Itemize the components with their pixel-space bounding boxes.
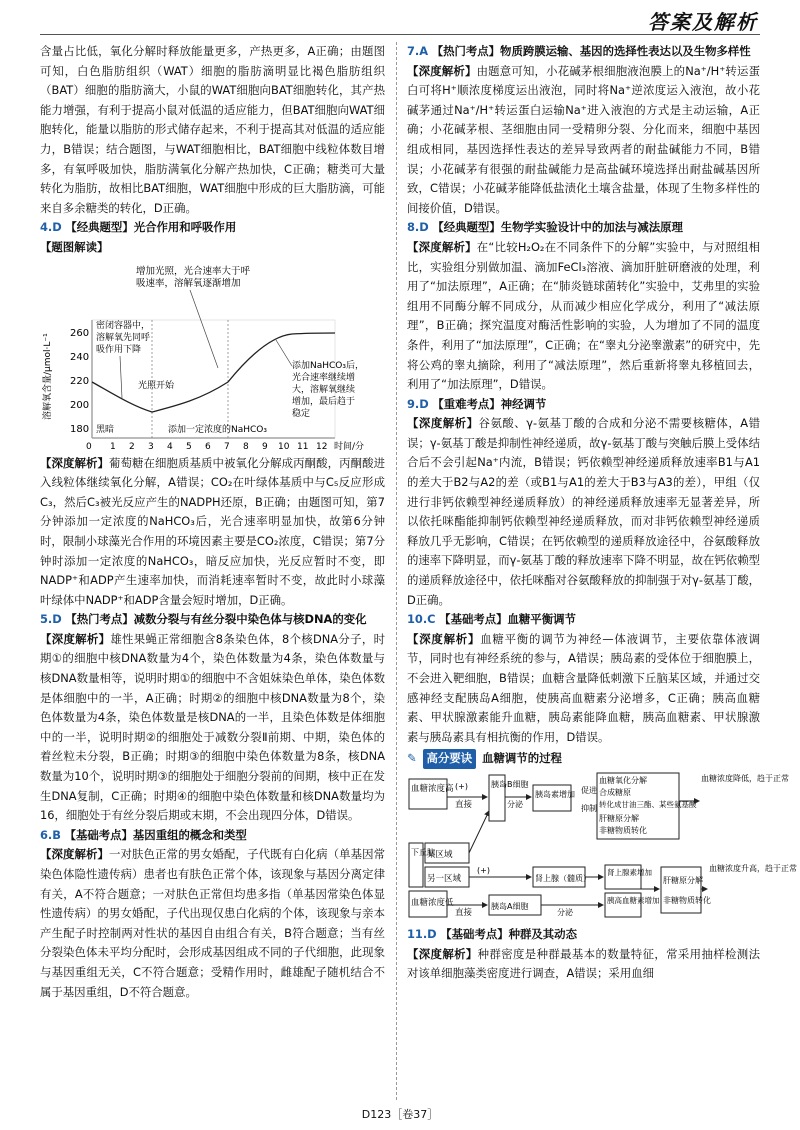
node-insulin-text: 胰岛素增加 [535,789,575,799]
node-a-cell-text: 胰岛A细胞 [491,901,529,911]
x-tick-1: 1 [110,441,116,452]
tip-title: 高分要诀 [423,749,477,769]
tip-banner [407,749,760,769]
q3-continuation: 含量占比低，氧化分解时释放能量更多，产热更多，A正确；由题图可知，白色脂肪组织（WAT）细胞的脂肪滴明显比褐色脂肪组织（BAT）细胞的脂肪滴大，小鼠的WAT细胞向BAT细胞转化，其产热能力增强，有利于提高小鼠对低温的适应能力，但BAT细胞向WAT细胞转化，能量以脂肪的形式储存起来，不利于提高其对低温的适应能力，B错误；结合题图，与WAT细胞相比，BAT细胞中线粒体数目增多，有氧呼吸加快，脂肪满氧化分解产热加快，C正确；糖类可大量转化为脂肪，故相比BAT细胞，WAT细胞中形成的巨大脂肪滴，可能来自多余糖类的转化，D正确。 [40,44,385,215]
node-low-glucose-text: 血糖浓度低 [411,897,454,908]
label-secrete-2: 分泌 [557,907,573,917]
q11-header [407,925,760,945]
page-title: 答案及解析 [648,10,758,34]
effect-gluconeogenesis: 非糖物质转化 [663,895,711,905]
label-direct-1: 直接 [455,799,473,810]
node-hypothalamus-text: 下丘脑 [411,847,435,857]
node-glucagon-effects [661,867,701,913]
ann4-leader [276,340,292,366]
q9-analysis [407,414,760,610]
q9-number: 9.D [407,396,429,411]
x-axis-label: 时间/分 [334,441,365,452]
right-column [407,42,797,984]
q7-analysis-text: 由题意可知，小花碱茅根细胞液泡膜上的Na⁺/H⁺转运蛋白可将H⁺顺浓度梯度运出液泡，同时将Na⁺逆浓度运入液泡，故小花碱茅通过Na⁺/H⁺转运蛋白运输Na⁺进入液泡的方式是主动运输，A正确；小花碱茅根、茎细胞由同一受精卵分裂、分化而来，细胞中基因组成相同，基因选择性表达的差异导致两者的耐盐碱能力不同，B错误；小花碱茅有很强的耐盐碱能力是高盐碱环境选择出耐盐碱基因所致，C错误；小花碱茅能降低盐渍化土壤含盐量，体现了生物多样性的间接价值，D错误。 [407,63,760,215]
oxygen-chart [40,260,385,450]
label-plus-1: (+) [455,781,468,791]
q7-header [407,42,760,62]
ann-sealed-3: 吸作用下降 [96,344,142,355]
q5-analysis-text: 雄性果蝇正常细胞含8条染色体，8个核DNA分子，时期①的细胞中核DNA数量为4个，染色体数量为4条，染色体数量与核DNA数量相等，说明时期①的细胞中不含姐妹染色单体，染色体数是体细胞中的一半，A正确；时期②的细胞中核DNA数量为8个，染色体数量为4条，染色体数量是核DNA的一半，且染色体数是体细胞中的一半，说明时期②的细胞处于减数分裂Ⅱ前期、中期，染色体的着丝粒未分裂，B正确；时期③的细胞中染色体数量为8条，核DNA数量为10个，说明时期③的细胞处于细胞分裂前的间期，核中正在发生DNA复制，C正确；时期④的细胞中染色体数量和核DNA数量均为16，细胞处于有丝分裂后期或末期，不会出现四分体，D错误。 [40,631,385,823]
y-tick-200: 200 [70,399,90,411]
q7-number: 7.A [407,44,429,58]
q5-header [40,610,385,630]
q6-header [40,826,385,846]
q11-analysis-text: 种群密度是种群最基本的数量特征，常采用抽样检测法对该单细胞藻类密度进行调查，A错误；采用血细 [407,946,760,981]
effect-oxidize: 血糖氧化分解 [599,775,647,785]
q5-tag: 【热门考点】减数分裂与有丝分裂中染色体与核DNA的变化 [65,612,367,627]
q5-number: 5.D [40,612,62,627]
y-axis-label: 溶解氧含量/μmol·L⁻¹ [43,332,53,420]
node-glucagon-text: 胰高血糖素增加 [607,895,660,905]
x-tick-9: 9 [262,441,268,452]
effect-non-sugar: 非糖物质转化 [599,825,647,835]
q10-tag: 【基础考点】血糖平衡调节 [439,612,576,627]
effect-liver-glycogen: 肝糖原分解 [599,813,639,823]
label-inhibit-1: 抑制 [581,803,597,813]
ann-light-increase-2: 吸速率，溶解氧逐渐增加 [136,277,241,289]
y-tick-180: 180 [70,423,90,435]
node-high-glucose-text: 血糖浓度高 [411,783,454,794]
glucose-diagram [407,771,797,921]
q6-analysis-text: 一对肤色正常的男女婚配，子代既有白化病（单基因常染色体隐性遗传病）患者也有肤色正常个体，该现象与基因分离定律有关，A不符合题意；一对肤色正常但均患多指（单基因常染色体显性遗传病）的男女婚配，子代出现仅患白化病的个体，该现象与亲本产生配子时控制两对性状的基因自由组合有关，B符合题意；当有丝分裂染色体未平均分配时，会形成基因组成不同的子代细胞，此现象与基因重组无关，C不符合题意；受精作用时，雌雄配子随机结合不属于基因重组，D不符合题意。 [40,847,385,999]
ann-light-on: 光照开始 [138,380,175,391]
x-tick-6: 6 [205,441,211,452]
effect-convert: 转化成甘油三酯、某些氨基酸 [599,799,697,809]
arrow-4 [469,811,489,853]
left-column [40,42,385,1002]
q4-header [40,218,385,238]
x-tick-7: 7 [224,441,230,452]
x-tick-2: 2 [129,441,135,452]
q5-analysis [40,630,385,826]
q8-analysis-label: 【深度解析】 [407,239,477,254]
title-rule [40,34,760,35]
ann-nahco3-2: 光合速率继续增 [292,372,356,383]
x-tick-5: 5 [186,441,192,452]
q9-tag: 【重难考点】神经调节 [432,396,547,411]
ann-light-increase-1: 增加光照，光合速率大于呼 [136,265,251,277]
ann-nahco3-4: 增加，最后趋于 [292,396,356,407]
q8-tag: 【经典题型】生物学实验设计中的加法与减法原理 [432,220,683,235]
q11-analysis-label: 【深度解析】 [407,946,478,961]
ann-add-nahco3: 添加一定浓度的NaHCO₃ [168,424,267,435]
ann-sealed-2: 溶解氧先同呼 [96,332,151,343]
ann-nahco3-3: 大，溶解氧继续 [292,384,356,395]
q7-analysis [407,62,760,219]
q6-analysis [40,845,385,1002]
label-secrete-1: 分泌 [507,799,523,809]
node-region-b-text: 另一区域 [427,873,462,884]
ann-sealed-1: 密闭容器中， [96,320,151,331]
x-tick-3: 3 [148,441,154,452]
q4-tag: 【经典题型】光合作用和呼吸作用 [65,220,237,235]
effect-glycogen: 合成糖原 [599,787,631,797]
node-adrenaline-text: 肾上腺素增加 [607,867,652,877]
tip-text: 血糖调节的过程 [482,751,562,766]
ann-nahco3-1: 添加NaHCO₃后， [292,360,364,371]
column-divider [396,42,397,1100]
label-direct-2: 直接 [455,907,473,918]
x-tick-8: 8 [243,441,249,452]
label-promote-1: 促进 [581,785,597,795]
q9-header [407,395,760,415]
label-plus-2: (+) [477,865,490,875]
node-glucose-up: 血糖浓度升高，趋于正常 [709,863,797,873]
effect-glycogenolysis: 肝糖原分解 [663,875,703,885]
x-tick-11: 11 [297,441,309,452]
q9-analysis-text: 谷氨酸、γ-氨基丁酸的合成和分泌不需要核糖体，A错误；γ-氨基丁酸是抑制性神经递质，故γ-氨基丁酸与突触后膜上受体结合后不会引起Na⁺内流，B错误；钙依赖型神经递质释放速率B1与A1的差大于B2与A2的差（或B1与A1的差大于B3与A3的差），甲组（仅进行非钙依赖型神经递质释放）的神经递质释放速率无显著差异，所以依托咪酯能抑制钙依赖型神经递质释放，而对非钙依赖型神经递质释放几乎无影响，C错误；在钙依赖型的递质释放途径中，谷氨酸释放的速率下降明显，而γ-氨基丁酸的释放速率下降不明显，故在钙依赖型的递质释放途径中，依托咪酯对谷氨酸释放的抑制强于对γ-氨基丁酸，D正确。 [407,416,760,607]
q9-analysis-label: 【深度解析】 [407,416,479,431]
ann-dark: 黑暗 [96,424,115,435]
pencil-icon: ✎ [407,751,417,766]
glucose-diagram-svg [407,771,797,921]
q11-number: 11.D [407,926,437,941]
q4-number: 4.D [40,220,62,235]
q10-analysis-text: 血糖平衡的调节为神经—体液调节，主要依靠体液调节，同时也有神经系统的参与，A错误；胰岛素的受体位于细胞膜上，不会进入靶细胞，B错误；血糖含量降低刺激下丘脑某区域，并通过交感神经支配胰岛A细胞，使胰高血糖素分泌增多，C正确；胰高血糖素、甲状腺激素能升血糖，胰岛素能降血糖，胰高血糖素、甲状腺激素与胰岛素具有相抗衡的作用，D错误。 [407,631,760,744]
y-tick-260: 260 [70,327,90,339]
q4-figure-label: 【题图解读】 [40,239,109,254]
q7-tag: 【热门考点】物质跨膜运输、基因的选择性表达以及生物多样性 [431,44,751,58]
q10-analysis [407,630,760,748]
node-b-cell-text: 胰岛B细胞 [491,779,529,789]
q8-analysis [407,238,760,395]
ann2-leader [120,356,122,398]
q6-tag: 【基础考点】基因重组的概念和类型 [64,827,247,842]
q8-analysis-text: 在“比较H₂O₂在不同条件下的分解”实验中，与对照组相比，实验组分别做加温、滴加FeCl₃溶液、滴加肝脏研磨液的处理，利用了“加法原理”，A正确；在“肺炎链球菌转化”实验中，艾弗里的实验组用不同酶分解不同成分，从而减少相应化学成分，利用了“减法原理”，B正确；探究温度对酶活性影响的实验，人为增加了不同的温度条件，利用了“加法原理”，C正确；在“睾丸分泌睾激素”的研究中，先将公鸡的睾丸摘除，利用了“减法原理”，然后重新将睾丸移植回去，利用了“加法原理”，D错误。 [407,239,760,392]
node-adrenal-text: 肾上腺（髓质） [535,873,591,883]
q8-number: 8.D [407,220,429,235]
x-tick-10: 10 [278,441,290,452]
q10-number: 10.C [407,612,436,627]
x-tick-0: 0 [86,441,92,452]
oxygen-chart-svg [40,260,385,450]
q4-analysis-label: 【深度解析】 [40,455,110,470]
y-tick-220: 220 [70,375,90,387]
ann-nahco3-5: 稳定 [292,408,311,419]
q4-analysis-text: 葡萄糖在细胞质基质中被氧化分解成丙酮酸，丙酮酸进入线粒体继续氧化分解，A错误；CO₂在叶绿体基质中与C₅反应形成C₃，然后C₃被光反应产生的NADPH还原，B正确；由题图可知，第7分钟添加一定浓度的NaHCO₃后，光合速率明显加快，故第6分钟时，限制小球藻光合作用的环境因素主要是CO₂浓度，C错误；第7分钟时添加一定浓度的NaHCO₃，暗反应加快，光反应暂时不变，即NADP⁺和ADP产生速率加快，而消耗速率暂时不变，故此时小球藻叶绿体中NADP⁺和ADP含量会短时增加，D正确。 [40,455,385,607]
q6-number: 6.B [40,827,61,842]
q5-analysis-label: 【深度解析】 [40,631,111,646]
q6-analysis-label: 【深度解析】 [40,847,110,862]
y-tick-240: 240 [70,351,90,363]
q10-analysis-label: 【深度解析】 [407,631,481,646]
q8-header [407,218,760,238]
node-region-a-text: 某区域 [427,849,453,860]
q10-header [407,610,760,630]
x-tick-12: 12 [316,441,328,452]
q7-analysis-label: 【深度解析】 [407,63,477,78]
q4-analysis [40,454,385,611]
x-tick-4: 4 [167,441,173,452]
page-footer: D123［卷37］ [361,1108,439,1121]
ann1-leader [190,290,218,368]
q11-tag: 【基础考点】种群及其动态 [440,926,577,941]
node-glucose-down: 血糖浓度降低，趋于正常 [701,773,789,783]
q11-analysis [407,945,760,984]
